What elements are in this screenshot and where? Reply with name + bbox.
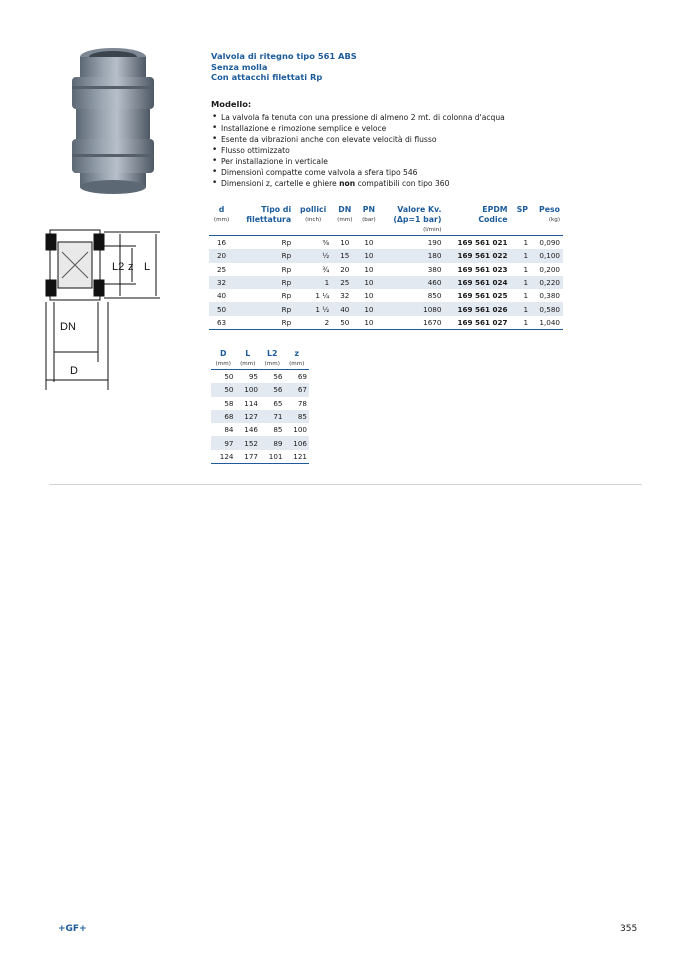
cell-L: 127 <box>236 410 261 423</box>
feature-list <box>211 112 591 189</box>
header-spacer <box>209 225 381 236</box>
header-epdm-1: EPDM <box>482 205 508 214</box>
header-epdm-2: Codice <box>478 215 508 224</box>
cell-pn: 10 <box>357 289 380 302</box>
table-row <box>209 302 563 315</box>
cell-sp: 1 <box>511 249 531 262</box>
cell-L2: 56 <box>260 370 285 384</box>
cell-D: 84 <box>211 423 236 436</box>
cell-D: 68 <box>211 410 236 423</box>
cell-pn: 10 <box>357 276 380 289</box>
cell-sp: 1 <box>511 289 531 302</box>
cell-weight: 0,580 <box>531 302 563 315</box>
unit-inch: (inch) <box>305 217 322 223</box>
cell-code: 169 561 026 <box>444 302 510 315</box>
cell-L2: 56 <box>260 383 285 396</box>
cell-L2: 71 <box>260 410 285 423</box>
cell-pn: 10 <box>357 302 380 315</box>
unit-L: (mm) <box>236 359 261 370</box>
cell-d: 20 <box>209 249 234 262</box>
unit-dn: (mm) <box>337 217 353 223</box>
cell-z: 106 <box>285 436 310 449</box>
unit-kv: (l/min) <box>381 225 445 236</box>
feature-item: • Esente da vibrazioni anche con elevate velocità di flusso <box>211 134 591 145</box>
unit-D: (mm) <box>211 359 236 370</box>
cell-L2: 65 <box>260 397 285 410</box>
cell-weight: 1,040 <box>531 316 563 330</box>
label-z: z <box>128 261 134 273</box>
table-row <box>209 276 563 289</box>
cell-L: 95 <box>236 370 261 384</box>
cell-weight: 0,100 <box>531 249 563 262</box>
cell-d: 25 <box>209 263 234 276</box>
cell-z: 121 <box>285 450 310 464</box>
label-dn: DN <box>60 321 76 333</box>
header-weight: Peso <box>539 205 560 214</box>
product-table <box>209 205 563 330</box>
cell-weight: 0,090 <box>531 236 563 250</box>
unit-d: (mm) <box>213 217 230 223</box>
cell-thread: Rp <box>234 289 294 302</box>
cell-d: 50 <box>209 302 234 315</box>
header-kv-1: Valore Kv. <box>397 205 442 214</box>
cell-sp: 1 <box>511 316 531 330</box>
cell-dn: 32 <box>332 289 357 302</box>
cell-L: 177 <box>236 450 261 464</box>
cell-dn: 15 <box>332 249 357 262</box>
cell-z: 78 <box>285 397 310 410</box>
cell-code: 169 561 027 <box>444 316 510 330</box>
table-row <box>211 383 309 396</box>
cell-D: 58 <box>211 397 236 410</box>
cell-inch: 1 ½ <box>294 302 332 315</box>
cell-D: 50 <box>211 383 236 396</box>
cell-d: 63 <box>209 316 234 330</box>
cell-sp: 1 <box>511 236 531 250</box>
feature-item: • Installazione e rimozione semplice e veloce <box>211 123 591 134</box>
unit-z: (mm) <box>285 359 310 370</box>
cell-z: 85 <box>285 410 310 423</box>
table-row <box>209 289 563 302</box>
cell-L: 100 <box>236 383 261 396</box>
cell-z: 67 <box>285 383 310 396</box>
feature-text: compatibili con tipo 360 <box>355 179 450 188</box>
valve-product-photo <box>58 44 168 196</box>
header-thread-2: filettatura <box>246 215 292 224</box>
cell-code: 169 561 025 <box>444 289 510 302</box>
cell-inch: ½ <box>294 249 332 262</box>
title-line-2: Senza molla <box>211 61 268 72</box>
cell-kv: 1670 <box>381 316 445 330</box>
cell-inch: 1 <box>294 276 332 289</box>
cell-D: 124 <box>211 450 236 464</box>
table-row <box>209 236 563 250</box>
cell-sp: 1 <box>511 276 531 289</box>
cell-kv: 1080 <box>381 302 445 315</box>
label-l: L <box>144 261 151 273</box>
table-row <box>211 436 309 449</box>
cell-weight: 0,200 <box>531 263 563 276</box>
title-line-1: Valvola di ritegno tipo 561 ABS <box>211 51 357 61</box>
cell-inch: ⅜ <box>294 236 332 250</box>
section-divider <box>49 484 642 485</box>
cell-code: 169 561 022 <box>444 249 510 262</box>
cell-sp: 1 <box>511 302 531 315</box>
feature-item <box>211 178 591 189</box>
gf-logo: +GF+ <box>58 924 87 934</box>
header-dn: DN <box>338 205 352 214</box>
feature-item: • Flusso ottimizzato <box>211 145 591 156</box>
feature-emphasis: non <box>339 179 356 188</box>
product-title <box>211 51 611 83</box>
cell-inch: 1 ¼ <box>294 289 332 302</box>
cell-kv: 190 <box>381 236 445 250</box>
cell-weight: 0,220 <box>531 276 563 289</box>
cell-dn: 40 <box>332 302 357 315</box>
title-line-3: Con attacchi filettati Rp <box>211 72 323 82</box>
cell-kv: 380 <box>381 263 445 276</box>
header-sp: SP <box>516 205 529 214</box>
table-row <box>211 450 309 464</box>
header-D: D <box>220 349 227 358</box>
cell-thread: Rp <box>234 316 294 330</box>
cell-D: 97 <box>211 436 236 449</box>
dimensions-table-body <box>211 370 309 464</box>
cell-L: 152 <box>236 436 261 449</box>
header-L2: L2 <box>267 349 278 358</box>
cell-pn: 10 <box>357 236 380 250</box>
cell-pn: 10 <box>357 316 380 330</box>
cell-thread: Rp <box>234 302 294 315</box>
header-d: d <box>218 205 225 214</box>
cell-dn: 50 <box>332 316 357 330</box>
product-table-body <box>209 236 563 330</box>
table-row <box>211 410 309 423</box>
cell-code: 169 561 023 <box>444 263 510 276</box>
header-thread-1: Tipo di <box>261 205 292 214</box>
cell-L2: 85 <box>260 423 285 436</box>
header-pn: PN <box>362 205 376 214</box>
unit-pn: (bar) <box>362 217 376 223</box>
page-number: 355 <box>620 924 638 934</box>
cell-L: 114 <box>236 397 261 410</box>
cell-thread: Rp <box>234 263 294 276</box>
table-row <box>209 316 563 330</box>
cell-thread: Rp <box>234 236 294 250</box>
table-row <box>211 370 309 384</box>
cell-thread: Rp <box>234 276 294 289</box>
table-row <box>209 249 563 262</box>
table-row <box>211 397 309 410</box>
unit-weight: (kg) <box>548 217 560 223</box>
header-sp-empty <box>511 215 531 225</box>
cell-d: 32 <box>209 276 234 289</box>
cell-pn: 10 <box>357 249 380 262</box>
cell-z: 100 <box>285 423 310 436</box>
cell-weight: 0,380 <box>531 289 563 302</box>
valve-technical-drawing <box>40 212 180 390</box>
cell-kv: 850 <box>381 289 445 302</box>
cell-kv: 460 <box>381 276 445 289</box>
cell-dn: 25 <box>332 276 357 289</box>
cell-dn: 20 <box>332 263 357 276</box>
feature-item: • Per installazione in verticale <box>211 156 591 167</box>
label-l2: L2 <box>112 261 125 273</box>
table-row <box>209 263 563 276</box>
cell-pn: 10 <box>357 263 380 276</box>
header-kv-2: (Δp=1 bar) <box>393 215 442 224</box>
cell-code: 169 561 021 <box>444 236 510 250</box>
cell-L2: 89 <box>260 436 285 449</box>
header-z: z <box>294 349 300 358</box>
unit-L2: (mm) <box>260 359 285 370</box>
header-inch: pollici <box>300 205 327 214</box>
dimensions-table <box>211 349 309 464</box>
cell-d: 16 <box>209 236 234 250</box>
header-spacer <box>444 225 563 236</box>
header-L: L <box>245 349 251 358</box>
cell-kv: 180 <box>381 249 445 262</box>
feature-text: Dimensioni z, cartelle e ghiere <box>221 179 340 188</box>
cell-sp: 1 <box>511 263 531 276</box>
cell-d: 40 <box>209 289 234 302</box>
cell-L2: 101 <box>260 450 285 464</box>
cell-dn: 10 <box>332 236 357 250</box>
cell-code: 169 561 024 <box>444 276 510 289</box>
cell-inch: 2 <box>294 316 332 330</box>
feature-item: • La valvola fa tenuta con una pressione di almeno 2 mt. di colonna d'acqua <box>211 112 591 123</box>
cell-D: 50 <box>211 370 236 384</box>
cell-L: 146 <box>236 423 261 436</box>
table-row <box>211 423 309 436</box>
model-heading: Modello: <box>211 99 252 109</box>
feature-item: • Dimensionì compatte come valvola a sfera tipo 546 <box>211 167 591 178</box>
cell-z: 69 <box>285 370 310 384</box>
cell-thread: Rp <box>234 249 294 262</box>
label-d: D <box>70 365 78 377</box>
cell-inch: ¾ <box>294 263 332 276</box>
